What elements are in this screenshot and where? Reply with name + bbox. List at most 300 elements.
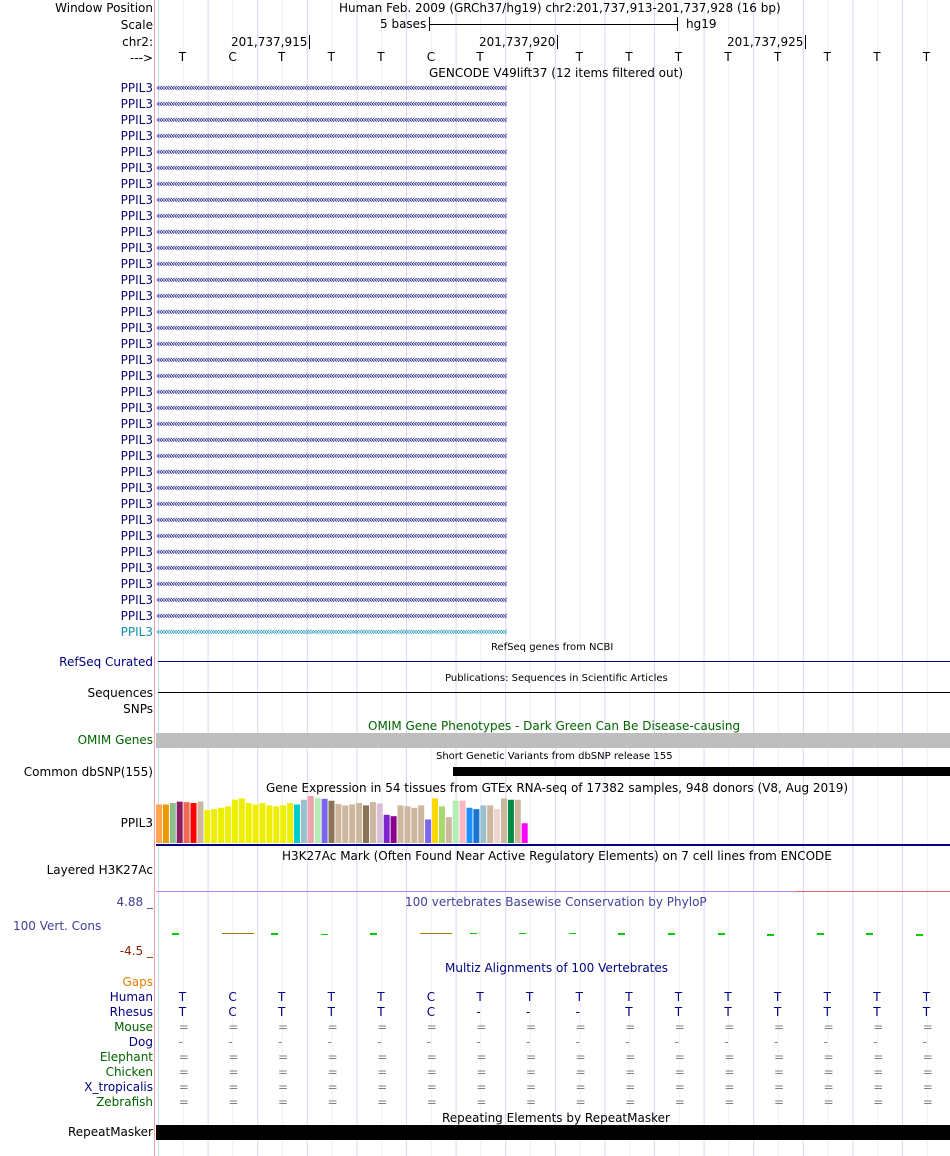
multiz-base: = bbox=[476, 1050, 487, 1064]
gencode-item-label[interactable]: PPIL3 bbox=[120, 305, 153, 319]
gencode-item-label[interactable]: PPIL3 bbox=[120, 417, 153, 431]
multiz-base: C bbox=[426, 990, 436, 1004]
multiz-base: = bbox=[327, 1080, 338, 1094]
omim-title: OMIM Gene Phenotypes - Dark Green Can Be Disease-causing bbox=[368, 719, 741, 733]
gtex-tissue-bar[interactable] bbox=[398, 805, 404, 843]
gtex-tissue-bar[interactable] bbox=[473, 809, 479, 843]
multiz-base: = bbox=[178, 1065, 189, 1079]
multiz-base: = bbox=[575, 1020, 586, 1034]
multiz-base: = bbox=[377, 1020, 388, 1034]
scale-db-text: hg19 bbox=[686, 17, 717, 31]
multiz-base: = bbox=[823, 1080, 834, 1094]
gencode-item-label[interactable]: PPIL3 bbox=[120, 225, 153, 239]
multiz-base: T bbox=[873, 990, 881, 1004]
multiz-species-label[interactable]: X_tropicalis bbox=[84, 1080, 153, 1094]
omim-feature-bar[interactable] bbox=[156, 733, 950, 748]
base-letter: C bbox=[426, 50, 436, 64]
multiz-base: = bbox=[377, 1050, 388, 1064]
pubs-label[interactable]: Sequences bbox=[87, 686, 153, 700]
phylop-score-mark bbox=[321, 934, 328, 935]
gtex-tissue-bar[interactable] bbox=[301, 800, 307, 843]
multiz-base: = bbox=[575, 1095, 586, 1109]
gencode-transcript-feature[interactable]: ‹‹‹‹‹‹‹‹‹‹‹‹‹‹‹‹‹‹‹‹‹‹‹‹‹‹‹‹‹‹‹‹‹‹‹‹‹‹‹‹‹‹‹‹‹‹‹‹‹‹‹‹‹‹‹‹‹‹‹‹‹‹‹‹‹‹‹‹‹‹‹‹‹‹‹‹‹‹‹‹‹‹‹‹‹‹‹‹‹‹‹‹‹‹‹‹‹‹‹‹‹‹‹‹‹‹‹‹‹‹‹‹‹‹‹‹‹‹‹‹‹‹‹‹‹‹‹‹‹‹‹‹‹‹‹‹‹‹‹‹ bbox=[156, 81, 506, 94]
gencode-transcript-feature[interactable]: ‹‹‹‹‹‹‹‹‹‹‹‹‹‹‹‹‹‹‹‹‹‹‹‹‹‹‹‹‹‹‹‹‹‹‹‹‹‹‹‹‹‹‹‹‹‹‹‹‹‹‹‹‹‹‹‹‹‹‹‹‹‹‹‹‹‹‹‹‹‹‹‹‹‹‹‹‹‹‹‹‹‹‹‹‹‹‹‹‹‹‹‹‹‹‹‹‹‹‹‹‹‹‹‹‹‹‹‹‹‹‹‹‹‹‹‹‹‹‹‹‹‹‹‹‹‹‹‹‹‹‹‹‹‹‹‹‹‹‹‹ bbox=[156, 161, 506, 174]
phylop-score-mark bbox=[222, 933, 254, 934]
multiz-base: = bbox=[228, 1050, 239, 1064]
window-position-label[interactable]: Window Position bbox=[55, 1, 153, 15]
multiz-base: - bbox=[625, 1035, 630, 1049]
gencode-item-label[interactable]: PPIL3 bbox=[120, 129, 153, 143]
multiz-base: = bbox=[278, 1095, 289, 1109]
gencode-item-label[interactable]: PPIL3 bbox=[120, 561, 153, 575]
gtex-tissue-bar[interactable] bbox=[218, 808, 224, 843]
multiz-base: - bbox=[228, 1035, 233, 1049]
multiz-base: = bbox=[674, 1065, 685, 1079]
phylop-score-mark bbox=[569, 933, 576, 934]
multiz-base: T bbox=[774, 1005, 782, 1019]
gtex-tissue-bar[interactable] bbox=[287, 803, 293, 843]
gencode-item-label[interactable]: PPIL3 bbox=[120, 385, 153, 399]
pubs-title: Publications: Sequences in Scientific Articles bbox=[445, 673, 668, 684]
dbsnp-label[interactable]: Common dbSNP(155) bbox=[23, 765, 153, 779]
gtex-tissue-bar[interactable] bbox=[370, 802, 376, 843]
gencode-transcript-feature[interactable]: ‹‹‹‹‹‹‹‹‹‹‹‹‹‹‹‹‹‹‹‹‹‹‹‹‹‹‹‹‹‹‹‹‹‹‹‹‹‹‹‹‹‹‹‹‹‹‹‹‹‹‹‹‹‹‹‹‹‹‹‹‹‹‹‹‹‹‹‹‹‹‹‹‹‹‹‹‹‹‹‹‹‹‹‹‹‹‹‹‹‹‹‹‹‹‹‹‹‹‹‹‹‹‹‹‹‹‹‹‹‹‹‹‹‹‹‹‹‹‹‹‹‹‹‹‹‹‹‹‹‹‹‹‹‹‹‹‹‹‹‹ bbox=[156, 465, 506, 478]
multiz-base: - bbox=[377, 1035, 382, 1049]
h3k27-signal-line bbox=[156, 891, 796, 892]
gtex-tissue-bar[interactable] bbox=[425, 820, 431, 844]
multiz-base: = bbox=[873, 1095, 884, 1109]
scale-bar bbox=[429, 17, 678, 31]
gtex-tissue-bar[interactable] bbox=[411, 808, 417, 843]
gencode-transcript-feature[interactable]: ‹‹‹‹‹‹‹‹‹‹‹‹‹‹‹‹‹‹‹‹‹‹‹‹‹‹‹‹‹‹‹‹‹‹‹‹‹‹‹‹‹‹‹‹‹‹‹‹‹‹‹‹‹‹‹‹‹‹‹‹‹‹‹‹‹‹‹‹‹‹‹‹‹‹‹‹‹‹‹‹‹‹‹‹‹‹‹‹‹‹‹‹‹‹‹‹‹‹‹‹‹‹‹‹‹‹‹‹‹‹‹‹‹‹‹‹‹‹‹‹‹‹‹‹‹‹‹‹‹‹‹‹‹‹‹‹‹‹‹‹ bbox=[156, 545, 506, 558]
phylop-score-mark bbox=[271, 933, 278, 935]
multiz-base: = bbox=[873, 1050, 884, 1064]
multiz-base: = bbox=[724, 1020, 735, 1034]
gtex-tissue-bar[interactable] bbox=[315, 798, 321, 843]
multiz-species-label[interactable]: Dog bbox=[128, 1035, 153, 1049]
gencode-item-label[interactable]: PPIL3 bbox=[120, 241, 153, 255]
gtex-tissue-bar[interactable] bbox=[453, 801, 459, 843]
gencode-transcript-feature[interactable]: ‹‹‹‹‹‹‹‹‹‹‹‹‹‹‹‹‹‹‹‹‹‹‹‹‹‹‹‹‹‹‹‹‹‹‹‹‹‹‹‹‹‹‹‹‹‹‹‹‹‹‹‹‹‹‹‹‹‹‹‹‹‹‹‹‹‹‹‹‹‹‹‹‹‹‹‹‹‹‹‹‹‹‹‹‹‹‹‹‹‹‹‹‹‹‹‹‹‹‹‹‹‹‹‹‹‹‹‹‹‹‹‹‹‹‹‹‹‹‹‹‹‹‹‹‹‹‹‹‹‹‹‹‹‹‹‹‹‹‹‹ bbox=[156, 449, 506, 462]
multiz-base: = bbox=[426, 1095, 437, 1109]
gtex-tissue-bar[interactable] bbox=[480, 805, 486, 843]
gtex-tissue-bar[interactable] bbox=[294, 804, 300, 843]
gtex-tissue-bar[interactable] bbox=[404, 806, 410, 843]
gencode-transcript-feature[interactable]: ‹‹‹‹‹‹‹‹‹‹‹‹‹‹‹‹‹‹‹‹‹‹‹‹‹‹‹‹‹‹‹‹‹‹‹‹‹‹‹‹‹‹‹‹‹‹‹‹‹‹‹‹‹‹‹‹‹‹‹‹‹‹‹‹‹‹‹‹‹‹‹‹‹‹‹‹‹‹‹‹‹‹‹‹‹‹‹‹‹‹‹‹‹‹‹‹‹‹‹‹‹‹‹‹‹‹‹‹‹‹‹‹‹‹‹‹‹‹‹‹‹‹‹‹‹‹‹‹‹‹‹‹‹‹‹‹‹‹‹‹ bbox=[156, 369, 506, 382]
phylop-score-mark bbox=[817, 933, 824, 935]
gencode-item-label[interactable]: PPIL3 bbox=[120, 545, 153, 559]
gencode-transcript-feature[interactable]: ‹‹‹‹‹‹‹‹‹‹‹‹‹‹‹‹‹‹‹‹‹‹‹‹‹‹‹‹‹‹‹‹‹‹‹‹‹‹‹‹‹‹‹‹‹‹‹‹‹‹‹‹‹‹‹‹‹‹‹‹‹‹‹‹‹‹‹‹‹‹‹‹‹‹‹‹‹‹‹‹‹‹‹‹‹‹‹‹‹‹‹‹‹‹‹‹‹‹‹‹‹‹‹‹‹‹‹‹‹‹‹‹‹‹‹‹‹‹‹‹‹‹‹‹‹‹‹‹‹‹‹‹‹‹‹‹‹‹‹‹ bbox=[156, 385, 506, 398]
multiz-title: Multiz Alignments of 100 Vertebrates bbox=[445, 961, 669, 975]
multiz-base: = bbox=[278, 1065, 289, 1079]
phylop-score-mark bbox=[668, 933, 675, 935]
gtex-tissue-bar[interactable] bbox=[329, 801, 335, 843]
multiz-base: - bbox=[526, 1005, 531, 1019]
base-letter: T bbox=[575, 50, 583, 64]
tick-label-1: 201,737,915 bbox=[231, 35, 310, 49]
gtex-tissue-bar[interactable] bbox=[322, 799, 328, 843]
multiz-base: = bbox=[873, 1065, 884, 1079]
multiz-species-label[interactable]: Elephant bbox=[99, 1050, 153, 1064]
gtex-tissue-bar[interactable] bbox=[204, 810, 210, 843]
base-letter: T bbox=[625, 50, 633, 64]
multiz-base: T bbox=[377, 990, 385, 1004]
refseq-feature-line[interactable] bbox=[158, 661, 950, 662]
gtex-tissue-bar[interactable] bbox=[501, 798, 507, 843]
gtex-tissue-bar[interactable] bbox=[211, 809, 217, 843]
gencode-transcript-feature[interactable]: ‹‹‹‹‹‹‹‹‹‹‹‹‹‹‹‹‹‹‹‹‹‹‹‹‹‹‹‹‹‹‹‹‹‹‹‹‹‹‹‹‹‹‹‹‹‹‹‹‹‹‹‹‹‹‹‹‹‹‹‹‹‹‹‹‹‹‹‹‹‹‹‹‹‹‹‹‹‹‹‹‹‹‹‹‹‹‹‹‹‹‹‹‹‹‹‹‹‹‹‹‹‹‹‹‹‹‹‹‹‹‹‹‹‹‹‹‹‹‹‹‹‹‹‹‹‹‹‹‹‹‹‹‹‹‹‹‹‹‹‹ bbox=[156, 529, 506, 542]
gencode-transcript-feature[interactable]: ‹‹‹‹‹‹‹‹‹‹‹‹‹‹‹‹‹‹‹‹‹‹‹‹‹‹‹‹‹‹‹‹‹‹‹‹‹‹‹‹‹‹‹‹‹‹‹‹‹‹‹‹‹‹‹‹‹‹‹‹‹‹‹‹‹‹‹‹‹‹‹‹‹‹‹‹‹‹‹‹‹‹‹‹‹‹‹‹‹‹‹‹‹‹‹‹‹‹‹‹‹‹‹‹‹‹‹‹‹‹‹‹‹‹‹‹‹‹‹‹‹‹‹‹‹‹‹‹‹‹‹‹‹‹‹‹‹‹‹‹ bbox=[156, 289, 506, 302]
gtex-tissue-bar[interactable] bbox=[522, 823, 528, 843]
multiz-species-label[interactable]: Chicken bbox=[105, 1065, 153, 1079]
gtex-tissue-bar[interactable] bbox=[273, 806, 279, 843]
phylop-min-label: -4.5 _ bbox=[119, 944, 153, 958]
multiz-base: = bbox=[178, 1080, 189, 1094]
gencode-item-label[interactable]: PPIL3 bbox=[120, 273, 153, 287]
multiz-base: - bbox=[674, 1035, 680, 1049]
scale-bases-text: 5 bases bbox=[380, 17, 427, 31]
gtex-tissue-bar[interactable] bbox=[253, 804, 259, 843]
gencode-transcript-feature[interactable]: ‹‹‹‹‹‹‹‹‹‹‹‹‹‹‹‹‹‹‹‹‹‹‹‹‹‹‹‹‹‹‹‹‹‹‹‹‹‹‹‹‹‹‹‹‹‹‹‹‹‹‹‹‹‹‹‹‹‹‹‹‹‹‹‹‹‹‹‹‹‹‹‹‹‹‹‹‹‹‹‹‹‹‹‹‹‹‹‹‹‹‹‹‹‹‹‹‹‹‹‹‹‹‹‹‹‹‹‹‹‹‹‹‹‹‹‹‹‹‹‹‹‹‹‹‹‹‹‹‹‹‹‹‹‹‹‹‹‹‹‹ bbox=[156, 481, 506, 494]
gtex-tissue-bar[interactable] bbox=[184, 802, 190, 843]
refseq-title: RefSeq genes from NCBI bbox=[491, 642, 614, 653]
multiz-base: = bbox=[278, 1080, 289, 1094]
multiz-base: T bbox=[922, 990, 931, 1004]
gencode-item-label[interactable]: PPIL3 bbox=[120, 481, 153, 495]
base-letter: T bbox=[922, 50, 931, 64]
multiz-base: = bbox=[575, 1080, 586, 1094]
gencode-item-label[interactable]: PPIL3 bbox=[120, 145, 153, 159]
gencode-item-label[interactable]: PPIL3 bbox=[120, 161, 153, 175]
gencode-transcript-feature[interactable]: ‹‹‹‹‹‹‹‹‹‹‹‹‹‹‹‹‹‹‹‹‹‹‹‹‹‹‹‹‹‹‹‹‹‹‹‹‹‹‹‹‹‹‹‹‹‹‹‹‹‹‹‹‹‹‹‹‹‹‹‹‹‹‹‹‹‹‹‹‹‹‹‹‹‹‹‹‹‹‹‹‹‹‹‹‹‹‹‹‹‹‹‹‹‹‹‹‹‹‹‹‹‹‹‹‹‹‹‹‹‹‹‹‹‹‹‹‹‹‹‹‹‹‹‹‹‹‹‹‹‹‹‹‹‹‹‹‹‹‹‹ bbox=[156, 209, 506, 222]
gencode-item-label[interactable]: PPIL3 bbox=[120, 193, 153, 207]
phylop-title: 100 vertebrates Basewise Conservation by PhyloP bbox=[405, 895, 707, 909]
gencode-transcript-feature[interactable]: ‹‹‹‹‹‹‹‹‹‹‹‹‹‹‹‹‹‹‹‹‹‹‹‹‹‹‹‹‹‹‹‹‹‹‹‹‹‹‹‹‹‹‹‹‹‹‹‹‹‹‹‹‹‹‹‹‹‹‹‹‹‹‹‹‹‹‹‹‹‹‹‹‹‹‹‹‹‹‹‹‹‹‹‹‹‹‹‹‹‹‹‹‹‹‹‹‹‹‹‹‹‹‹‹‹‹‹‹‹‹‹‹‹‹‹‹‹‹‹‹‹‹‹‹‹‹‹‹‹‹‹‹‹‹‹‹‹‹‹‹ bbox=[156, 193, 506, 206]
multiz-base: = bbox=[724, 1095, 735, 1109]
multiz-base: - bbox=[774, 1035, 779, 1049]
gencode-item-label[interactable]: PPIL3 bbox=[120, 401, 153, 415]
gencode-transcript-feature[interactable]: ‹‹‹‹‹‹‹‹‹‹‹‹‹‹‹‹‹‹‹‹‹‹‹‹‹‹‹‹‹‹‹‹‹‹‹‹‹‹‹‹‹‹‹‹‹‹‹‹‹‹‹‹‹‹‹‹‹‹‹‹‹‹‹‹‹‹‹‹‹‹‹‹‹‹‹‹‹‹‹‹‹‹‹‹‹‹‹‹‹‹‹‹‹‹‹‹‹‹‹‹‹‹‹‹‹‹‹‹‹‹‹‹‹‹‹‹‹‹‹‹‹‹‹‹‹‹‹‹‹‹‹‹‹‹‹‹‹‹‹‹ bbox=[156, 401, 506, 414]
phylop-score-mark bbox=[767, 934, 774, 936]
gencode-item-label[interactable]: PPIL3 bbox=[120, 321, 153, 335]
multiz-base: = bbox=[526, 1065, 537, 1079]
gencode-item-label[interactable]: PPIL3 bbox=[120, 625, 153, 639]
multiz-base: = bbox=[873, 1080, 884, 1094]
base-letter: T bbox=[278, 50, 286, 64]
h3k27-signal-line-2 bbox=[796, 891, 950, 892]
multiz-base: = bbox=[228, 1080, 239, 1094]
gencode-item-label[interactable]: PPIL3 bbox=[120, 97, 153, 111]
chr-label[interactable]: chr2: bbox=[122, 35, 153, 49]
gencode-transcript-feature[interactable]: ‹‹‹‹‹‹‹‹‹‹‹‹‹‹‹‹‹‹‹‹‹‹‹‹‹‹‹‹‹‹‹‹‹‹‹‹‹‹‹‹‹‹‹‹‹‹‹‹‹‹‹‹‹‹‹‹‹‹‹‹‹‹‹‹‹‹‹‹‹‹‹‹‹‹‹‹‹‹‹‹‹‹‹‹‹‹‹‹‹‹‹‹‹‹‹‹‹‹‹‹‹‹‹‹‹‹‹‹‹‹‹‹‹‹‹‹‹‹‹‹‹‹‹‹‹‹‹‹‹‹‹‹‹‹‹‹‹‹‹‹ bbox=[156, 273, 506, 286]
gtex-tissue-bar[interactable] bbox=[494, 809, 500, 843]
dbsnp-title: Short Genetic Variants from dbSNP release 155 bbox=[436, 751, 673, 762]
multiz-base: = bbox=[922, 1020, 933, 1034]
gtex-title: Gene Expression in 54 tissues from GTEx RNA-seq of 17382 samples, 948 donors (V8, Aug 2019) bbox=[266, 781, 849, 795]
multiz-base: = bbox=[426, 1020, 437, 1034]
gencode-item-label[interactable]: PPIL3 bbox=[120, 529, 153, 543]
multiz-base: = bbox=[476, 1095, 487, 1109]
repeatmasker-title: Repeating Elements by RepeatMasker bbox=[442, 1111, 670, 1125]
multiz-base: = bbox=[724, 1065, 735, 1079]
snps-label[interactable]: SNPs bbox=[123, 702, 153, 716]
multiz-base: - bbox=[178, 1035, 184, 1049]
multiz-base: T bbox=[922, 1005, 931, 1019]
multiz-species-label[interactable]: Mouse bbox=[114, 1020, 153, 1034]
scale-label[interactable]: Scale bbox=[120, 18, 153, 32]
multiz-base: = bbox=[575, 1065, 586, 1079]
multiz-base: = bbox=[426, 1080, 437, 1094]
multiz-base: = bbox=[873, 1020, 884, 1034]
phylop-score-mark bbox=[866, 933, 873, 935]
base-letter: T bbox=[674, 50, 683, 64]
gencode-item-label[interactable]: PPIL3 bbox=[120, 513, 153, 527]
gencode-item-label[interactable]: PPIL3 bbox=[120, 609, 153, 623]
omim-label[interactable]: OMIM Genes bbox=[77, 733, 153, 747]
multiz-base: C bbox=[426, 1005, 436, 1019]
gencode-transcript-feature[interactable]: ‹‹‹‹‹‹‹‹‹‹‹‹‹‹‹‹‹‹‹‹‹‹‹‹‹‹‹‹‹‹‹‹‹‹‹‹‹‹‹‹‹‹‹‹‹‹‹‹‹‹‹‹‹‹‹‹‹‹‹‹‹‹‹‹‹‹‹‹‹‹‹‹‹‹‹‹‹‹‹‹‹‹‹‹‹‹‹‹‹‹‹‹‹‹‹‹‹‹‹‹‹‹‹‹‹‹‹‹‹‹‹‹‹‹‹‹‹‹‹‹‹‹‹‹‹‹‹‹‹‹‹‹‹‹‹‹‹‹‹‹ bbox=[156, 257, 506, 270]
multiz-base: = bbox=[377, 1065, 388, 1079]
multiz-base: T bbox=[674, 1005, 683, 1019]
multiz-base: T bbox=[278, 1005, 286, 1019]
gtex-tissue-bar[interactable] bbox=[225, 806, 231, 843]
phylop-score-mark bbox=[420, 933, 452, 934]
base-letter: T bbox=[724, 50, 732, 64]
gencode-item-label[interactable]: PPIL3 bbox=[120, 593, 153, 607]
gencode-transcript-feature[interactable]: ‹‹‹‹‹‹‹‹‹‹‹‹‹‹‹‹‹‹‹‹‹‹‹‹‹‹‹‹‹‹‹‹‹‹‹‹‹‹‹‹‹‹‹‹‹‹‹‹‹‹‹‹‹‹‹‹‹‹‹‹‹‹‹‹‹‹‹‹‹‹‹‹‹‹‹‹‹‹‹‹‹‹‹‹‹‹‹‹‹‹‹‹‹‹‹‹‹‹‹‹‹‹‹‹‹‹‹‹‹‹‹‹‹‹‹‹‹‹‹‹‹‹‹‹‹‹‹‹‹‹‹‹‹‹‹‹‹‹‹‹ bbox=[156, 433, 506, 446]
multiz-base: = bbox=[774, 1065, 785, 1079]
multiz-base: = bbox=[526, 1050, 537, 1064]
gencode-item-label[interactable]: PPIL3 bbox=[120, 177, 153, 191]
gencode-transcript-feature[interactable]: ‹‹‹‹‹‹‹‹‹‹‹‹‹‹‹‹‹‹‹‹‹‹‹‹‹‹‹‹‹‹‹‹‹‹‹‹‹‹‹‹‹‹‹‹‹‹‹‹‹‹‹‹‹‹‹‹‹‹‹‹‹‹‹‹‹‹‹‹‹‹‹‹‹‹‹‹‹‹‹‹‹‹‹‹‹‹‹‹‹‹‹‹‹‹‹‹‹‹‹‹‹‹‹‹‹‹‹‹‹‹‹‹‹‹‹‹‹‹‹‹‹‹‹‹‹‹‹‹‹‹‹‹‹‹‹‹‹‹‹‹ bbox=[156, 497, 506, 510]
gencode-transcript-feature[interactable]: ‹‹‹‹‹‹‹‹‹‹‹‹‹‹‹‹‹‹‹‹‹‹‹‹‹‹‹‹‹‹‹‹‹‹‹‹‹‹‹‹‹‹‹‹‹‹‹‹‹‹‹‹‹‹‹‹‹‹‹‹‹‹‹‹‹‹‹‹‹‹‹‹‹‹‹‹‹‹‹‹‹‹‹‹‹‹‹‹‹‹‹‹‹‹‹‹‹‹‹‹‹‹‹‹‹‹‹‹‹‹‹‹‹‹‹‹‹‹‹‹‹‹‹‹‹‹‹‹‹‹‹‹‹‹‹‹‹‹‹‹ bbox=[156, 577, 506, 590]
gtex-tissue-bar[interactable] bbox=[342, 805, 348, 843]
gtex-tissue-bar[interactable] bbox=[487, 805, 493, 843]
repeatmasker-feature-bar[interactable] bbox=[156, 1125, 950, 1140]
tick-label-3: 201,737,925 bbox=[727, 35, 806, 49]
gencode-item-label[interactable]: PPIL3 bbox=[120, 81, 153, 95]
base-letter: T bbox=[178, 50, 187, 64]
multiz-species-label[interactable]: Zebrafish bbox=[96, 1095, 153, 1109]
multiz-base: = bbox=[327, 1050, 338, 1064]
multiz-base: = bbox=[278, 1020, 289, 1034]
refseq-label[interactable]: RefSeq Curated bbox=[59, 655, 153, 669]
gencode-item-label[interactable]: PPIL3 bbox=[120, 497, 153, 511]
gtex-tissue-bar[interactable] bbox=[384, 815, 390, 843]
multiz-base: T bbox=[327, 990, 335, 1004]
gencode-transcript-feature[interactable]: ‹‹‹‹‹‹‹‹‹‹‹‹‹‹‹‹‹‹‹‹‹‹‹‹‹‹‹‹‹‹‹‹‹‹‹‹‹‹‹‹‹‹‹‹‹‹‹‹‹‹‹‹‹‹‹‹‹‹‹‹‹‹‹‹‹‹‹‹‹‹‹‹‹‹‹‹‹‹‹‹‹‹‹‹‹‹‹‹‹‹‹‹‹‹‹‹‹‹‹‹‹‹‹‹‹‹‹‹‹‹‹‹‹‹‹‹‹‹‹‹‹‹‹‹‹‹‹‹‹‹‹‹‹‹‹‹‹‹‹‹ bbox=[156, 625, 506, 638]
multiz-base: = bbox=[476, 1065, 487, 1079]
multiz-base: T bbox=[625, 990, 633, 1004]
gencode-item-label[interactable]: PPIL3 bbox=[120, 257, 153, 271]
gtex-tissue-bar[interactable] bbox=[239, 798, 245, 843]
gencode-transcript-feature[interactable]: ‹‹‹‹‹‹‹‹‹‹‹‹‹‹‹‹‹‹‹‹‹‹‹‹‹‹‹‹‹‹‹‹‹‹‹‹‹‹‹‹‹‹‹‹‹‹‹‹‹‹‹‹‹‹‹‹‹‹‹‹‹‹‹‹‹‹‹‹‹‹‹‹‹‹‹‹‹‹‹‹‹‹‹‹‹‹‹‹‹‹‹‹‹‹‹‹‹‹‹‹‹‹‹‹‹‹‹‹‹‹‹‹‹‹‹‹‹‹‹‹‹‹‹‹‹‹‹‹‹‹‹‹‹‹‹‹‹‹‹‹ bbox=[156, 337, 506, 350]
repeatmasker-label[interactable]: RepeatMasker bbox=[67, 1125, 153, 1139]
gtex-tissue-bar[interactable] bbox=[446, 817, 452, 843]
gencode-transcript-feature[interactable]: ‹‹‹‹‹‹‹‹‹‹‹‹‹‹‹‹‹‹‹‹‹‹‹‹‹‹‹‹‹‹‹‹‹‹‹‹‹‹‹‹‹‹‹‹‹‹‹‹‹‹‹‹‹‹‹‹‹‹‹‹‹‹‹‹‹‹‹‹‹‹‹‹‹‹‹‹‹‹‹‹‹‹‹‹‹‹‹‹‹‹‹‹‹‹‹‹‹‹‹‹‹‹‹‹‹‹‹‹‹‹‹‹‹‹‹‹‹‹‹‹‹‹‹‹‹‹‹‹‹‹‹‹‹‹‹‹‹‹‹‹ bbox=[156, 241, 506, 254]
gtex-tissue-bar[interactable] bbox=[391, 816, 397, 843]
gtex-bar-chart[interactable] bbox=[156, 796, 950, 846]
gencode-transcript-feature[interactable]: ‹‹‹‹‹‹‹‹‹‹‹‹‹‹‹‹‹‹‹‹‹‹‹‹‹‹‹‹‹‹‹‹‹‹‹‹‹‹‹‹‹‹‹‹‹‹‹‹‹‹‹‹‹‹‹‹‹‹‹‹‹‹‹‹‹‹‹‹‹‹‹‹‹‹‹‹‹‹‹‹‹‹‹‹‹‹‹‹‹‹‹‹‹‹‹‹‹‹‹‹‹‹‹‹‹‹‹‹‹‹‹‹‹‹‹‹‹‹‹‹‹‹‹‹‹‹‹‹‹‹‹‹‹‹‹‹‹‹‹‹ bbox=[156, 513, 506, 526]
gtex-tissue-bar[interactable] bbox=[508, 800, 514, 843]
gencode-transcript-feature[interactable]: ‹‹‹‹‹‹‹‹‹‹‹‹‹‹‹‹‹‹‹‹‹‹‹‹‹‹‹‹‹‹‹‹‹‹‹‹‹‹‹‹‹‹‹‹‹‹‹‹‹‹‹‹‹‹‹‹‹‹‹‹‹‹‹‹‹‹‹‹‹‹‹‹‹‹‹‹‹‹‹‹‹‹‹‹‹‹‹‹‹‹‹‹‹‹‹‹‹‹‹‹‹‹‹‹‹‹‹‹‹‹‹‹‹‹‹‹‹‹‹‹‹‹‹‹‹‹‹‹‹‹‹‹‹‹‹‹‹‹‹‹ bbox=[156, 97, 506, 110]
multiz-base: = bbox=[575, 1050, 586, 1064]
phylop-score-mark bbox=[718, 933, 725, 935]
gencode-transcript-feature[interactable]: ‹‹‹‹‹‹‹‹‹‹‹‹‹‹‹‹‹‹‹‹‹‹‹‹‹‹‹‹‹‹‹‹‹‹‹‹‹‹‹‹‹‹‹‹‹‹‹‹‹‹‹‹‹‹‹‹‹‹‹‹‹‹‹‹‹‹‹‹‹‹‹‹‹‹‹‹‹‹‹‹‹‹‹‹‹‹‹‹‹‹‹‹‹‹‹‹‹‹‹‹‹‹‹‹‹‹‹‹‹‹‹‹‹‹‹‹‹‹‹‹‹‹‹‹‹‹‹‹‹‹‹‹‹‹‹‹‹‹‹‹ bbox=[156, 177, 506, 190]
gencode-transcript-feature[interactable]: ‹‹‹‹‹‹‹‹‹‹‹‹‹‹‹‹‹‹‹‹‹‹‹‹‹‹‹‹‹‹‹‹‹‹‹‹‹‹‹‹‹‹‹‹‹‹‹‹‹‹‹‹‹‹‹‹‹‹‹‹‹‹‹‹‹‹‹‹‹‹‹‹‹‹‹‹‹‹‹‹‹‹‹‹‹‹‹‹‹‹‹‹‹‹‹‹‹‹‹‹‹‹‹‹‹‹‹‹‹‹‹‹‹‹‹‹‹‹‹‹‹‹‹‹‹‹‹‹‹‹‹‹‹‹‹‹‹‹‹‹ bbox=[156, 353, 506, 366]
multiz-base: = bbox=[178, 1095, 189, 1109]
multiz-base: = bbox=[526, 1080, 537, 1094]
gencode-item-label[interactable]: PPIL3 bbox=[120, 113, 153, 127]
gtex-baseline bbox=[156, 844, 950, 846]
multiz-base: T bbox=[724, 1005, 732, 1019]
gencode-transcript-feature[interactable]: ‹‹‹‹‹‹‹‹‹‹‹‹‹‹‹‹‹‹‹‹‹‹‹‹‹‹‹‹‹‹‹‹‹‹‹‹‹‹‹‹‹‹‹‹‹‹‹‹‹‹‹‹‹‹‹‹‹‹‹‹‹‹‹‹‹‹‹‹‹‹‹‹‹‹‹‹‹‹‹‹‹‹‹‹‹‹‹‹‹‹‹‹‹‹‹‹‹‹‹‹‹‹‹‹‹‹‹‹‹‹‹‹‹‹‹‹‹‹‹‹‹‹‹‹‹‹‹‹‹‹‹‹‹‹‹‹‹‹‹‹ bbox=[156, 305, 506, 318]
base-letter: T bbox=[526, 50, 534, 64]
gencode-transcript-feature[interactable]: ‹‹‹‹‹‹‹‹‹‹‹‹‹‹‹‹‹‹‹‹‹‹‹‹‹‹‹‹‹‹‹‹‹‹‹‹‹‹‹‹‹‹‹‹‹‹‹‹‹‹‹‹‹‹‹‹‹‹‹‹‹‹‹‹‹‹‹‹‹‹‹‹‹‹‹‹‹‹‹‹‹‹‹‹‹‹‹‹‹‹‹‹‹‹‹‹‹‹‹‹‹‹‹‹‹‹‹‹‹‹‹‹‹‹‹‹‹‹‹‹‹‹‹‹‹‹‹‹‹‹‹‹‹‹‹‹‹‹‹‹ bbox=[156, 561, 506, 574]
multiz-base: T bbox=[178, 1005, 187, 1019]
gtex-tissue-bar[interactable] bbox=[232, 800, 238, 843]
pubs-feature-line[interactable] bbox=[158, 692, 950, 693]
multiz-base: - bbox=[327, 1035, 332, 1049]
multiz-base: = bbox=[625, 1095, 636, 1109]
base-letter: T bbox=[873, 50, 881, 64]
multiz-base: = bbox=[476, 1020, 487, 1034]
gtex-tissue-bar[interactable] bbox=[349, 804, 355, 843]
multiz-base: = bbox=[674, 1020, 685, 1034]
gtex-tissue-bar[interactable] bbox=[460, 801, 466, 843]
multiz-species-label[interactable]: Human bbox=[109, 990, 153, 1004]
gtex-tissue-bar[interactable] bbox=[335, 804, 341, 843]
multiz-base: = bbox=[625, 1020, 636, 1034]
multiz-base: = bbox=[674, 1080, 685, 1094]
gtex-label[interactable]: PPIL3 bbox=[120, 816, 153, 830]
gtex-tissue-bar[interactable] bbox=[280, 805, 286, 843]
multiz-base: T bbox=[278, 990, 286, 1004]
multiz-base: = bbox=[327, 1095, 338, 1109]
phylop-score-mark bbox=[916, 934, 923, 936]
gencode-transcript-feature[interactable]: ‹‹‹‹‹‹‹‹‹‹‹‹‹‹‹‹‹‹‹‹‹‹‹‹‹‹‹‹‹‹‹‹‹‹‹‹‹‹‹‹‹‹‹‹‹‹‹‹‹‹‹‹‹‹‹‹‹‹‹‹‹‹‹‹‹‹‹‹‹‹‹‹‹‹‹‹‹‹‹‹‹‹‹‹‹‹‹‹‹‹‹‹‹‹‹‹‹‹‹‹‹‹‹‹‹‹‹‹‹‹‹‹‹‹‹‹‹‹‹‹‹‹‹‹‹‹‹‹‹‹‹‹‹‹‹‹‹‹‹‹ bbox=[156, 129, 506, 142]
multiz-base: = bbox=[774, 1080, 785, 1094]
gtex-tissue-bar[interactable] bbox=[432, 798, 438, 843]
multiz-base: = bbox=[426, 1065, 437, 1079]
multiz-base: = bbox=[526, 1020, 537, 1034]
gencode-item-label[interactable]: PPIL3 bbox=[120, 369, 153, 383]
gencode-item-label[interactable]: PPIL3 bbox=[120, 289, 153, 303]
multiz-base: T bbox=[575, 990, 583, 1004]
h3k27-title: H3K27Ac Mark (Often Found Near Active Regulatory Elements) on 7 cell lines from ENCODE bbox=[282, 849, 832, 863]
multiz-gaps-label[interactable]: Gaps bbox=[122, 975, 153, 989]
base-letter: T bbox=[377, 50, 385, 64]
gtex-tissue-bar[interactable] bbox=[170, 803, 176, 843]
phylop-score-mark bbox=[470, 933, 477, 934]
gtex-tissue-bar[interactable] bbox=[191, 803, 197, 843]
multiz-base: - bbox=[476, 1035, 481, 1049]
multiz-base: = bbox=[922, 1065, 933, 1079]
multiz-base: C bbox=[228, 990, 237, 1004]
gencode-transcript-feature[interactable]: ‹‹‹‹‹‹‹‹‹‹‹‹‹‹‹‹‹‹‹‹‹‹‹‹‹‹‹‹‹‹‹‹‹‹‹‹‹‹‹‹‹‹‹‹‹‹‹‹‹‹‹‹‹‹‹‹‹‹‹‹‹‹‹‹‹‹‹‹‹‹‹‹‹‹‹‹‹‹‹‹‹‹‹‹‹‹‹‹‹‹‹‹‹‹‹‹‹‹‹‹‹‹‹‹‹‹‹‹‹‹‹‹‹‹‹‹‹‹‹‹‹‹‹‹‹‹‹‹‹‹‹‹‹‹‹‹‹‹‹‹ bbox=[156, 225, 506, 238]
gtex-tissue-bar[interactable] bbox=[163, 804, 169, 843]
multiz-base: T bbox=[823, 1005, 831, 1019]
phylop-score-mark bbox=[172, 933, 179, 935]
phylop-label[interactable]: 100 Vert. Cons bbox=[13, 919, 102, 933]
base-letter: C bbox=[228, 50, 237, 64]
multiz-base: = bbox=[327, 1020, 338, 1034]
gtex-tissue-bar[interactable] bbox=[266, 805, 272, 843]
dbsnp-feature-bar[interactable] bbox=[453, 767, 950, 776]
multiz-base: = bbox=[674, 1095, 685, 1109]
multiz-base: = bbox=[724, 1080, 735, 1094]
phylop-max-label: 4.88 _ bbox=[116, 895, 153, 909]
gencode-transcript-feature[interactable]: ‹‹‹‹‹‹‹‹‹‹‹‹‹‹‹‹‹‹‹‹‹‹‹‹‹‹‹‹‹‹‹‹‹‹‹‹‹‹‹‹‹‹‹‹‹‹‹‹‹‹‹‹‹‹‹‹‹‹‹‹‹‹‹‹‹‹‹‹‹‹‹‹‹‹‹‹‹‹‹‹‹‹‹‹‹‹‹‹‹‹‹‹‹‹‹‹‹‹‹‹‹‹‹‹‹‹‹‹‹‹‹‹‹‹‹‹‹‹‹‹‹‹‹‹‹‹‹‹‹‹‹‹‹‹‹‹‹‹‹‹ bbox=[156, 593, 506, 606]
gtex-tissue-bar[interactable] bbox=[515, 800, 521, 843]
multiz-base: C bbox=[228, 1005, 237, 1019]
multiz-base: = bbox=[228, 1095, 239, 1109]
gtex-tissue-bar[interactable] bbox=[246, 803, 252, 843]
base-letter: T bbox=[774, 50, 782, 64]
assembly-position-text: Human Feb. 2009 (GRCh37/hg19) chr2:201,737,913-201,737,928 (16 bp) bbox=[339, 1, 781, 15]
gtex-tissue-bar[interactable] bbox=[197, 802, 203, 843]
multiz-base: = bbox=[426, 1050, 437, 1064]
multiz-base: = bbox=[476, 1080, 487, 1094]
gtex-tissue-bar[interactable] bbox=[356, 803, 362, 843]
gencode-item-label[interactable]: PPIL3 bbox=[120, 353, 153, 367]
multiz-base: = bbox=[774, 1020, 785, 1034]
gtex-tissue-bar[interactable] bbox=[439, 806, 445, 843]
multiz-base: = bbox=[922, 1095, 933, 1109]
multiz-base: = bbox=[674, 1050, 685, 1064]
base-letter: T bbox=[327, 50, 335, 64]
gtex-tissue-bar[interactable] bbox=[260, 803, 266, 843]
gtex-tissue-bar[interactable] bbox=[177, 802, 183, 843]
multiz-base: = bbox=[823, 1065, 834, 1079]
strand-label[interactable]: ---> bbox=[129, 51, 153, 65]
gencode-transcript-feature[interactable]: ‹‹‹‹‹‹‹‹‹‹‹‹‹‹‹‹‹‹‹‹‹‹‹‹‹‹‹‹‹‹‹‹‹‹‹‹‹‹‹‹‹‹‹‹‹‹‹‹‹‹‹‹‹‹‹‹‹‹‹‹‹‹‹‹‹‹‹‹‹‹‹‹‹‹‹‹‹‹‹‹‹‹‹‹‹‹‹‹‹‹‹‹‹‹‹‹‹‹‹‹‹‹‹‹‹‹‹‹‹‹‹‹‹‹‹‹‹‹‹‹‹‹‹‹‹‹‹‹‹‹‹‹‹‹‹‹‹‹‹‹ bbox=[156, 321, 506, 334]
gtex-tissue-bar[interactable] bbox=[156, 804, 162, 843]
gtex-tissue-bar[interactable] bbox=[377, 804, 383, 843]
multiz-base: = bbox=[774, 1095, 785, 1109]
multiz-base: = bbox=[625, 1080, 636, 1094]
gencode-transcript-feature[interactable]: ‹‹‹‹‹‹‹‹‹‹‹‹‹‹‹‹‹‹‹‹‹‹‹‹‹‹‹‹‹‹‹‹‹‹‹‹‹‹‹‹‹‹‹‹‹‹‹‹‹‹‹‹‹‹‹‹‹‹‹‹‹‹‹‹‹‹‹‹‹‹‹‹‹‹‹‹‹‹‹‹‹‹‹‹‹‹‹‹‹‹‹‹‹‹‹‹‹‹‹‹‹‹‹‹‹‹‹‹‹‹‹‹‹‹‹‹‹‹‹‹‹‹‹‹‹‹‹‹‹‹‹‹‹‹‹‹‹‹‹‹ bbox=[156, 417, 506, 430]
gencode-item-label[interactable]: PPIL3 bbox=[120, 577, 153, 591]
gencode-transcript-feature[interactable]: ‹‹‹‹‹‹‹‹‹‹‹‹‹‹‹‹‹‹‹‹‹‹‹‹‹‹‹‹‹‹‹‹‹‹‹‹‹‹‹‹‹‹‹‹‹‹‹‹‹‹‹‹‹‹‹‹‹‹‹‹‹‹‹‹‹‹‹‹‹‹‹‹‹‹‹‹‹‹‹‹‹‹‹‹‹‹‹‹‹‹‹‹‹‹‹‹‹‹‹‹‹‹‹‹‹‹‹‹‹‹‹‹‹‹‹‹‹‹‹‹‹‹‹‹‹‹‹‹‹‹‹‹‹‹‹‹‹‹‹‹ bbox=[156, 609, 506, 622]
gtex-tissue-bar[interactable] bbox=[308, 796, 314, 843]
multiz-base: = bbox=[774, 1050, 785, 1064]
tick-label-2: 201,737,920 bbox=[479, 35, 558, 49]
multiz-base: = bbox=[625, 1050, 636, 1064]
gencode-item-label[interactable]: PPIL3 bbox=[120, 449, 153, 463]
multiz-base: = bbox=[278, 1050, 289, 1064]
gencode-transcript-feature[interactable]: ‹‹‹‹‹‹‹‹‹‹‹‹‹‹‹‹‹‹‹‹‹‹‹‹‹‹‹‹‹‹‹‹‹‹‹‹‹‹‹‹‹‹‹‹‹‹‹‹‹‹‹‹‹‹‹‹‹‹‹‹‹‹‹‹‹‹‹‹‹‹‹‹‹‹‹‹‹‹‹‹‹‹‹‹‹‹‹‹‹‹‹‹‹‹‹‹‹‹‹‹‹‹‹‹‹‹‹‹‹‹‹‹‹‹‹‹‹‹‹‹‹‹‹‹‹‹‹‹‹‹‹‹‹‹‹‹‹‹‹‹ bbox=[156, 145, 506, 158]
multiz-base: = bbox=[228, 1020, 239, 1034]
gtex-tissue-bar[interactable] bbox=[467, 808, 473, 843]
multiz-species-label[interactable]: Rhesus bbox=[109, 1005, 153, 1019]
gencode-item-label[interactable]: PPIL3 bbox=[120, 209, 153, 223]
gencode-item-label[interactable]: PPIL3 bbox=[120, 337, 153, 351]
multiz-base: T bbox=[873, 1005, 881, 1019]
gtex-tissue-bar[interactable] bbox=[363, 805, 369, 843]
multiz-base: T bbox=[774, 990, 782, 1004]
phylop-score-mark bbox=[519, 933, 526, 934]
gencode-transcript-feature[interactable]: ‹‹‹‹‹‹‹‹‹‹‹‹‹‹‹‹‹‹‹‹‹‹‹‹‹‹‹‹‹‹‹‹‹‹‹‹‹‹‹‹‹‹‹‹‹‹‹‹‹‹‹‹‹‹‹‹‹‹‹‹‹‹‹‹‹‹‹‹‹‹‹‹‹‹‹‹‹‹‹‹‹‹‹‹‹‹‹‹‹‹‹‹‹‹‹‹‹‹‹‹‹‹‹‹‹‹‹‹‹‹‹‹‹‹‹‹‹‹‹‹‹‹‹‹‹‹‹‹‹‹‹‹‹‹‹‹‹‹‹‹ bbox=[156, 113, 506, 126]
multiz-base: = bbox=[922, 1050, 933, 1064]
multiz-base: T bbox=[327, 1005, 335, 1019]
gtex-tissue-bar[interactable] bbox=[418, 805, 424, 843]
base-letter: T bbox=[476, 50, 484, 64]
multiz-base: T bbox=[178, 990, 187, 1004]
h3k27-label[interactable]: Layered H3K27Ac bbox=[46, 863, 153, 877]
gencode-item-label[interactable]: PPIL3 bbox=[120, 465, 153, 479]
gencode-item-label[interactable]: PPIL3 bbox=[120, 433, 153, 447]
